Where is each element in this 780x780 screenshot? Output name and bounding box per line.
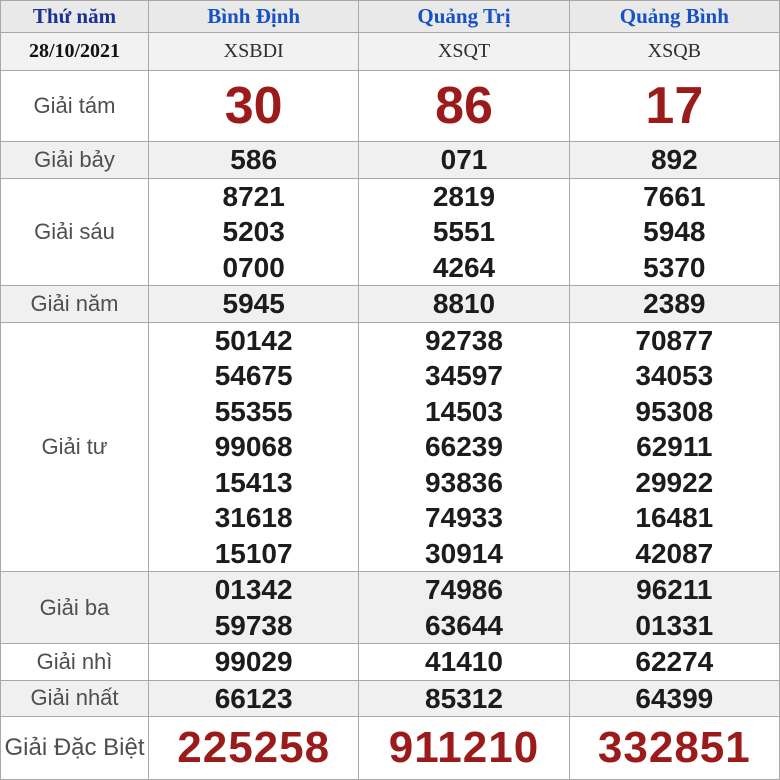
- prize-numbers-cell: [569, 178, 779, 286]
- prize-numbers-cell: [149, 71, 359, 142]
- prize-number: 0700: [222, 251, 285, 283]
- prize-numbers-cell: [569, 680, 779, 717]
- prize-number: 93836: [425, 466, 503, 498]
- prize-numbers-cell: [569, 572, 779, 644]
- prize-numbers-cell: [569, 717, 779, 780]
- prize-label: Giải sáu: [1, 178, 149, 286]
- code-cell-quang-binh: [569, 33, 779, 71]
- prize-numbers-cell: [359, 71, 569, 142]
- lottery-code-binh-dinh: XSBDI: [223, 40, 284, 62]
- prize-label: Giải Đặc Biệt: [1, 717, 149, 780]
- prize-label: Giải năm: [1, 286, 149, 323]
- prize-number: 66123: [214, 682, 293, 714]
- prize-number: 586: [230, 144, 278, 175]
- prize-number: 62274: [635, 646, 714, 677]
- prize-number: 41410: [425, 646, 503, 677]
- header-row: [1, 1, 780, 33]
- prize-row: [1, 142, 780, 179]
- prize-numbers-cell: [359, 572, 569, 644]
- lottery-code-quang-tri: XSQT: [437, 40, 491, 62]
- prize-number: 4264: [432, 251, 496, 283]
- prize-number: 8810: [432, 288, 496, 319]
- prize-number: 225258: [177, 723, 331, 772]
- prize-label: Giải ba: [1, 572, 149, 644]
- prize-label: Giải tám: [1, 71, 149, 142]
- prize-number: 17: [645, 77, 704, 135]
- prize-number: 86: [435, 77, 493, 135]
- prize-rows: [1, 71, 780, 780]
- prize-number: 7661: [643, 180, 706, 212]
- prize-number: 8721: [222, 180, 285, 212]
- prize-numbers-cell: [149, 322, 359, 572]
- prize-number: 30: [224, 77, 283, 135]
- prize-numbers-cell: [569, 142, 779, 179]
- prize-numbers-cell: [359, 286, 569, 323]
- day-link[interactable]: Thứ năm: [32, 4, 117, 28]
- prize-label: Giải bảy: [1, 142, 149, 179]
- prize-numbers-cell: [359, 142, 569, 179]
- prize-number: 63644: [425, 609, 503, 641]
- draw-date: 28/10/2021: [28, 40, 121, 62]
- prize-label: Giải nhất: [1, 680, 149, 717]
- prize-number: 95308: [635, 395, 714, 427]
- prize-label: Giải tư: [1, 322, 149, 572]
- prize-numbers-cell: [569, 644, 779, 681]
- code-cell-quang-tri: [359, 33, 569, 71]
- prize-number: 5370: [643, 251, 706, 283]
- date-row: [1, 33, 780, 71]
- prize-number: 01331: [635, 609, 714, 641]
- prize-number: 54675: [214, 360, 293, 391]
- prize-row: [1, 286, 780, 323]
- province-link-binh-dinh[interactable]: Bình Định: [207, 4, 301, 28]
- prize-numbers-cell: [149, 680, 359, 717]
- prize-row: [1, 680, 780, 717]
- prize-number: 2389: [643, 288, 706, 319]
- prize-number: 62911: [636, 431, 713, 462]
- prize-numbers-cell: [149, 717, 359, 780]
- prize-number: 14503: [425, 395, 503, 427]
- prize-row: [1, 572, 780, 644]
- prize-numbers-cell: [359, 717, 569, 780]
- prize-number: 99068: [214, 431, 293, 462]
- prize-number: 332851: [597, 723, 751, 772]
- prize-number: 16481: [635, 502, 714, 533]
- prize-row: [1, 717, 780, 780]
- draw-date-cell: [1, 33, 149, 71]
- prize-row: [1, 178, 780, 286]
- prize-number: 42087: [635, 537, 714, 569]
- prize-number: 96211: [636, 574, 713, 605]
- prize-number: 85312: [425, 682, 503, 714]
- prize-number: 34597: [425, 360, 503, 391]
- prize-numbers-cell: [569, 71, 779, 142]
- province-header-quang-tri: [359, 1, 569, 33]
- prize-number: 70877: [635, 324, 714, 356]
- prize-number: 15413: [214, 466, 293, 498]
- prize-numbers-cell: [359, 322, 569, 572]
- code-cell-binh-dinh: [149, 33, 359, 71]
- prize-number: 64399: [635, 682, 714, 714]
- prize-numbers-cell: [359, 644, 569, 681]
- prize-numbers-cell: [149, 178, 359, 286]
- prize-number: 30914: [425, 537, 503, 569]
- prize-number: 99029: [214, 646, 293, 677]
- prize-number: 01342: [214, 574, 293, 605]
- prize-number: 071: [440, 144, 488, 175]
- prize-numbers-cell: [359, 680, 569, 717]
- prize-number: 5551: [432, 216, 496, 247]
- prize-number: 74933: [425, 502, 503, 533]
- prize-number: 892: [650, 144, 698, 175]
- prize-row: [1, 322, 780, 572]
- prize-numbers-cell: [149, 644, 359, 681]
- prize-number: 5945: [222, 288, 285, 319]
- prize-numbers-cell: [149, 572, 359, 644]
- prize-number: 74986: [425, 574, 503, 605]
- prize-number: 5203: [222, 216, 285, 247]
- prize-number: 59738: [214, 609, 293, 641]
- day-header-cell: [1, 1, 149, 33]
- prize-number: 911210: [388, 723, 540, 772]
- prize-numbers-cell: [149, 286, 359, 323]
- province-link-quang-binh[interactable]: Quảng Bình: [619, 4, 729, 28]
- province-header-binh-dinh: [149, 1, 359, 33]
- province-link-quang-tri[interactable]: Quảng Trị: [417, 4, 511, 28]
- prize-row: [1, 644, 780, 681]
- prize-number: 34053: [635, 360, 714, 391]
- province-header-quang-binh: [569, 1, 779, 33]
- prize-number: 29922: [635, 466, 714, 498]
- lottery-code-quang-binh: XSQB: [647, 40, 701, 62]
- prize-numbers-cell: [569, 322, 779, 572]
- prize-numbers-cell: [359, 178, 569, 286]
- prize-numbers-cell: [149, 142, 359, 179]
- prize-number: 50142: [214, 324, 293, 356]
- prize-number: 55355: [214, 395, 293, 427]
- prize-number: 66239: [425, 431, 503, 462]
- prize-label: Giải nhì: [1, 644, 149, 681]
- prize-number: 5948: [643, 216, 706, 247]
- prize-numbers-cell: [569, 286, 779, 323]
- prize-number: 31618: [214, 502, 293, 533]
- prize-number: 15107: [214, 537, 293, 569]
- prize-number: 2819: [432, 180, 496, 212]
- prize-row: [1, 71, 780, 142]
- prize-number: 92738: [425, 324, 503, 356]
